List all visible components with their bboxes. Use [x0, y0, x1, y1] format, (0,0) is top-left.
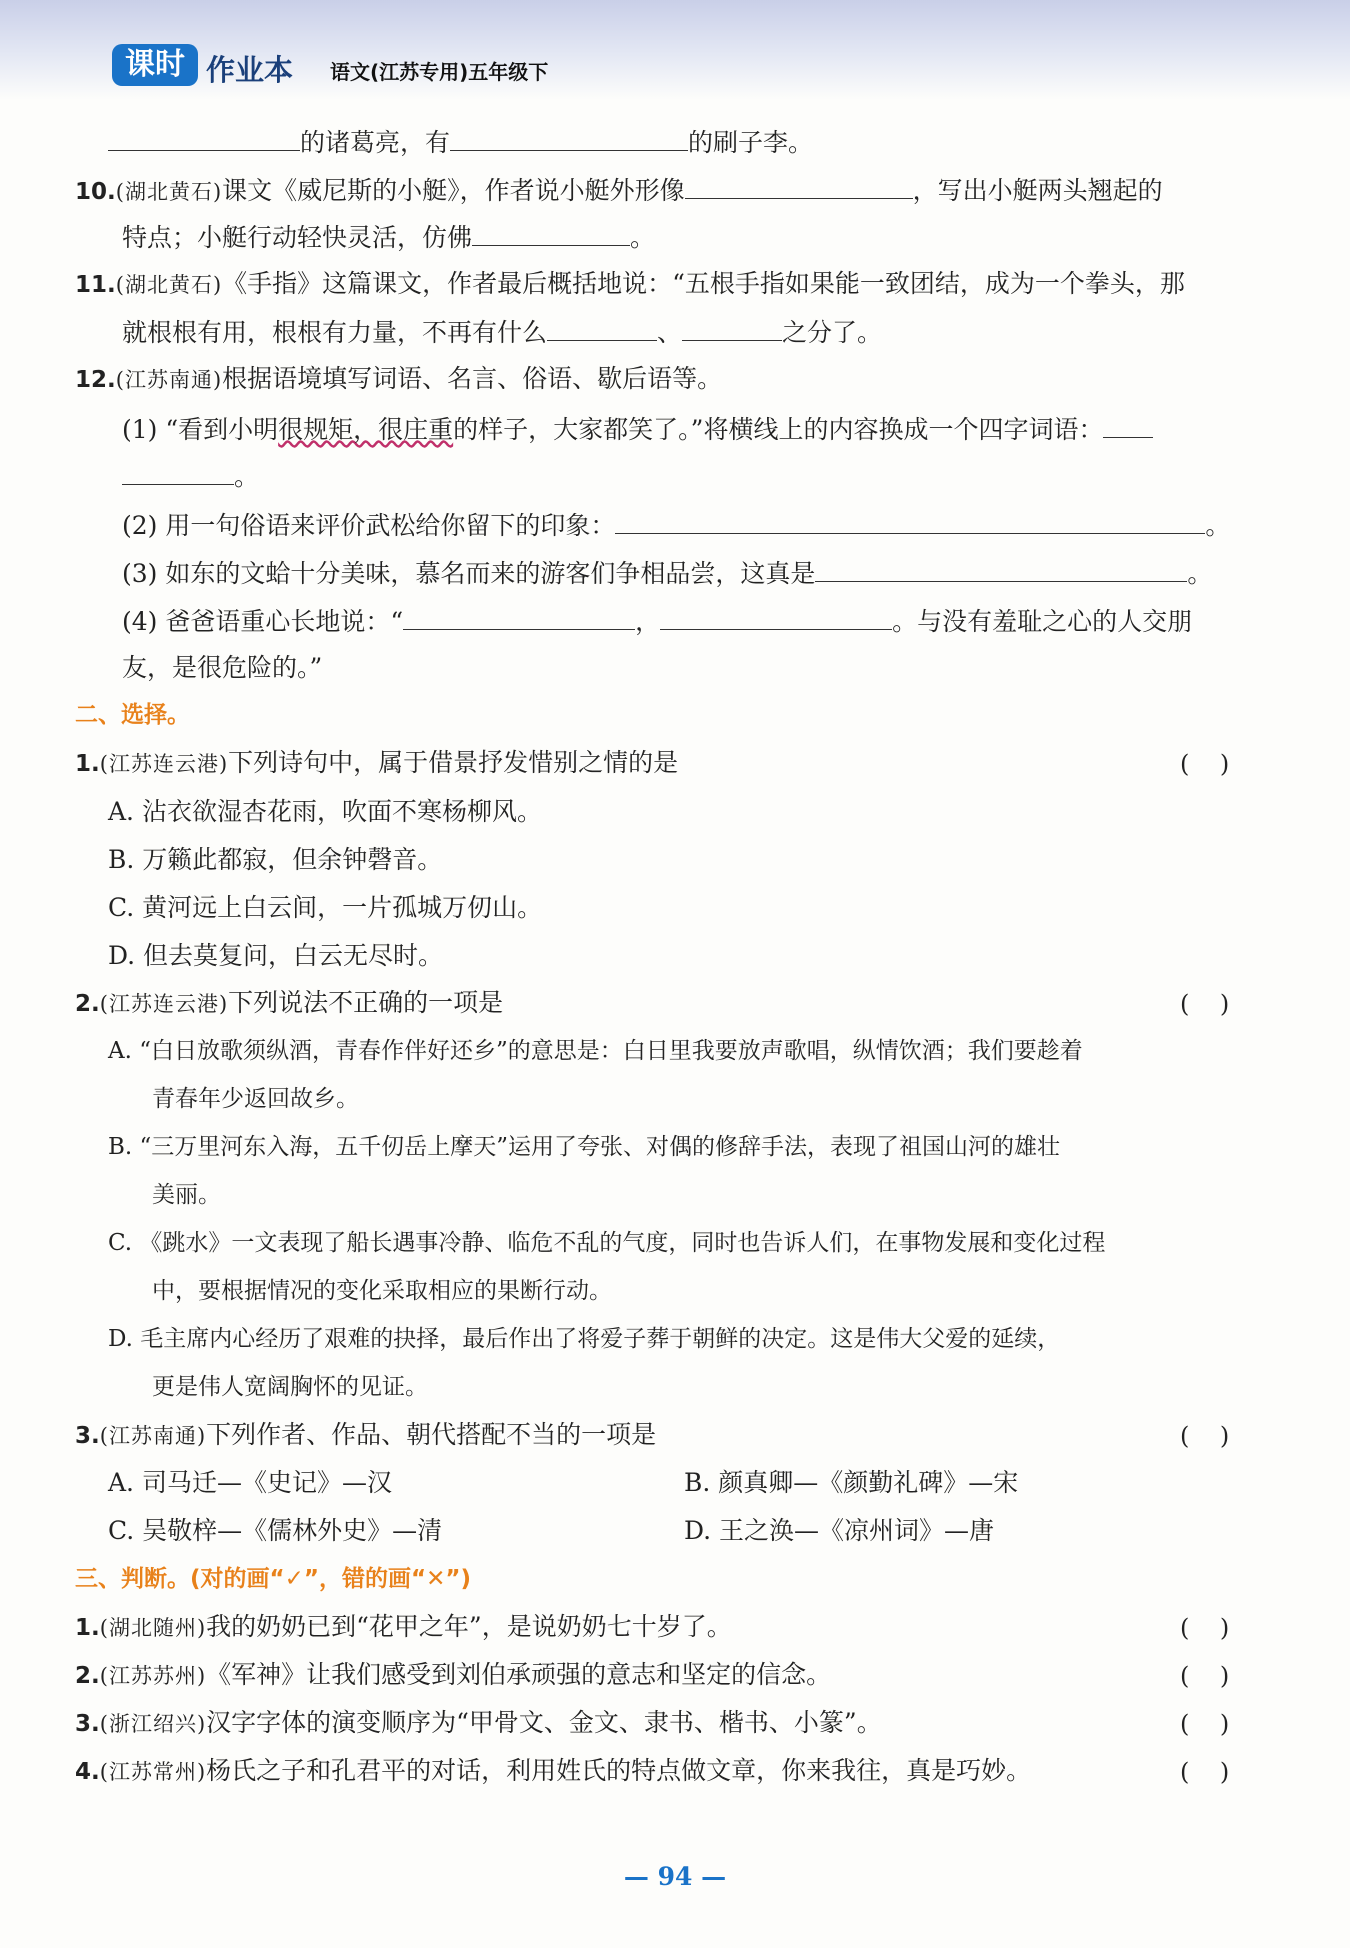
option-b: B. “三万里河东入海，五千仞岳上摩天”运用了夸张、对偶的修辞手法，表现了祖国山河的雄壮	[108, 1134, 1061, 1160]
question-12-sub3: (3) 如东的文蛤十分美味，慕名而来的游客们争相品尝，这真是 。	[122, 555, 1212, 591]
answer-paren[interactable]: ( )	[1180, 1614, 1230, 1642]
section-3-title: 三、判断。(对的画“✓”，错的画“✕”)	[75, 1566, 472, 1592]
q9-continuation: 的诸葛亮，有 的刷子李。	[108, 124, 813, 160]
option-d: D. 毛主席内心经历了艰难的抉择，最后作出了将爱子葬于朝鲜的决定。这是伟大父爱的延续，	[108, 1326, 1061, 1352]
blank	[660, 603, 892, 630]
option-c: C. 吴敬梓—《儒林外史》—清	[108, 1516, 443, 1545]
option-a: A. “白日放歌须纵酒，青春作伴好还乡”的意思是：白日里我要放声歌唱，纵情饮酒；我们要趁着	[108, 1038, 1083, 1064]
header-banner	[0, 0, 1350, 100]
brand-logo: 课时	[112, 44, 198, 86]
question-11: 11.(湖北黄石)《手指》这篇课文，作者最后概括地说：“五根手指如果能一致团结，成为一个拳头，那	[75, 269, 1185, 298]
answer-paren[interactable]: ( )	[1180, 1662, 1230, 1690]
question-12: 12.(江苏南通)根据语境填写词语、名言、俗语、歇后语等。	[75, 364, 723, 393]
answer-paren[interactable]: ( )	[1180, 990, 1230, 1018]
question-11-line2: 就根根有用，根根有力量，不再有什么 、 之分了。	[122, 314, 882, 350]
question-10-line2: 特点；小艇行动轻快灵活，仿佛 。	[122, 219, 655, 255]
judge-q2: 2.(江苏苏州)《军神》让我们感受到刘伯承顽强的意志和坚定的信念。	[75, 1660, 832, 1689]
answer-paren[interactable]: ( )	[1180, 1710, 1230, 1738]
answer-paren[interactable]: ( )	[1180, 750, 1230, 778]
option-b: B. 万籁此都寂，但余钟磬音。	[108, 845, 443, 874]
answer-paren[interactable]: ( )	[1180, 1422, 1230, 1450]
question-12-sub1-cont: 。	[122, 458, 259, 494]
choice-q3: 3.(江苏南通)下列作者、作品、朝代搭配不当的一项是	[75, 1420, 657, 1449]
blank	[815, 555, 1187, 582]
option-d-cont: 更是伟人宽阔胸怀的见证。	[152, 1374, 428, 1400]
blank	[450, 124, 688, 151]
section-2-title: 二、选择。	[75, 702, 190, 728]
option-d: D. 但去莫复问，白云无尽时。	[108, 941, 444, 970]
blank	[403, 603, 635, 630]
question-12-sub2: (2) 用一句俗语来评价武松给你留下的印象： 。	[122, 507, 1230, 543]
option-a: A. 司马迁—《史记》—汉	[108, 1468, 392, 1497]
judge-q3: 3.(浙江绍兴)汉字字体的演变顺序为“甲骨文、金文、隶书、楷书、小篆”。	[75, 1708, 882, 1737]
blank	[615, 507, 1205, 534]
question-12-sub4: (4) 爸爸语重心长地说：“ ， 。与没有羞耻之心的人交朋	[122, 603, 1192, 639]
option-c-cont: 中，要根据情况的变化采取相应的果断行动。	[152, 1278, 612, 1304]
blank	[547, 314, 657, 341]
option-a-cont: 青春年少返回故乡。	[152, 1086, 359, 1112]
blank	[682, 314, 782, 341]
option-c: C. 《跳水》一文表现了船长遇事冷静、临危不乱的气度，同时也告诉人们，在事物发展和变化过程	[108, 1230, 1106, 1256]
option-b: B. 颜真卿—《颜勤礼碑》—宋	[684, 1468, 1019, 1497]
answer-paren[interactable]: ( )	[1180, 1758, 1230, 1786]
blank	[108, 124, 300, 151]
judge-q1: 1.(湖北随州)我的奶奶已到“花甲之年”，是说奶奶七十岁了。	[75, 1612, 732, 1641]
option-c: C. 黄河远上白云间，一片孤城万仞山。	[108, 893, 543, 922]
blank	[685, 172, 913, 199]
choice-q1: 1.(江苏连云港)下列诗句中，属于借景抒发惜别之情的是	[75, 748, 679, 777]
subject-label: 语文(江苏专用)五年级下	[330, 60, 549, 84]
question-10: 10.(湖北黄石)课文《威尼斯的小艇》，作者说小艇外形像 ，写出小艇两头翘起的	[75, 172, 1163, 209]
question-12-sub4-cont: 友，是很危险的。”	[122, 653, 323, 682]
option-d: D. 王之涣—《凉州词》—唐	[684, 1516, 995, 1545]
blank	[122, 458, 234, 485]
judge-q4: 4.(江苏常州)杨氏之子和孔君平的对话，利用姓氏的特点做文章，你来我往，真是巧妙。	[75, 1756, 1032, 1785]
choice-q2: 2.(江苏连云港)下列说法不正确的一项是	[75, 988, 504, 1017]
blank	[472, 219, 630, 246]
question-12-sub1: (1) “看到小明很规矩，很庄重的样子，大家都笑了。”将横线上的内容换成一个四字词语：	[122, 411, 1153, 447]
brand-title: 作业本	[206, 53, 294, 87]
page-number: — 94 —	[623, 1862, 727, 1891]
blank	[1103, 411, 1153, 438]
option-a: A. 沾衣欲湿杏花雨，吹面不寒杨柳风。	[108, 797, 542, 826]
option-b-cont: 美丽。	[152, 1182, 221, 1208]
